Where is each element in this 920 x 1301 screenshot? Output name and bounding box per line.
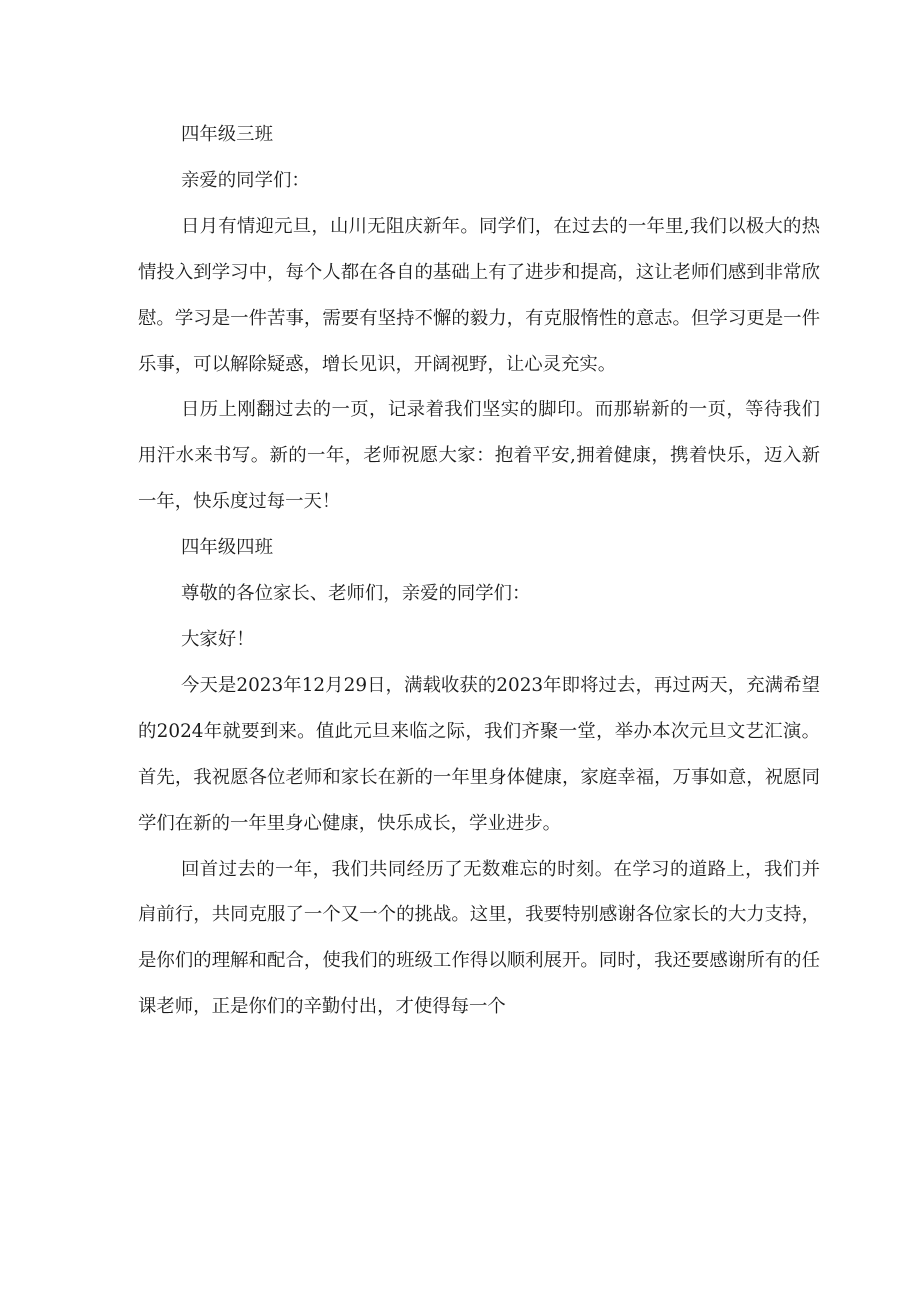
paragraph-calendar-wishes: 日历上刚翻过去的一页，记录着我们坚实的脚印。而那崭新的一页，等待我们用汗水来书写。新的一年，老师祝愿大家：抱着平安,拥着健康，携着快乐，迈入新一年，快乐度过每一天！ xyxy=(138,399,820,513)
salutation-parents-teachers: 尊敬的各位家长、老师们，亲爱的同学们： xyxy=(181,583,531,605)
paragraph-new-year-greeting: 日月有情迎元旦，山川无阻庆新年。同学们，在过去的一年里,我们以极大的热情投入到学习中，每个人都在各自的基础上有了进步和提高，这让老师们感到非常欣慰。学习是一件苦事，需要有坚持不懈的毅力，有克服惰性的意志。但学习更是一件乐事，可以解除疑惑，增长见识，开阔视野，让心灵充实。 xyxy=(138,215,820,375)
paragraph-looking-back: 回首过去的一年，我们共同经历了无数难忘的时刻。在学习的道路上，我们并肩前行，共同克服了一个又一个的挑战。这里，我要特别感谢各位家长的大力支持，是你们的理解和配合，使我们的班级工作得以顺利展开。同时，我还要感谢所有的任课老师，正是你们的辛勤付出，才使得每一个 xyxy=(138,858,820,1018)
greeting-hello: 大家好！ xyxy=(181,628,255,650)
class-heading-grade4-class3: 四年级三班 xyxy=(181,124,273,145)
paragraph-performance-opening: 今天是2023年12月29日，满载收获的2023年即将过去，再过两天，充满希望的2024年就要到来。值此元旦来临之际，我们齐聚一堂，举办本次元旦文艺汇演。首先，我祝愿各位老师和家长在新的一年里身体健康，家庭幸福，万事如意，祝愿同学们在新的一年里身心健康，快乐成长，学业进步。 xyxy=(138,674,820,834)
salutation-students: 亲爱的同学们： xyxy=(181,169,310,191)
class-heading-grade4-class4: 四年级四班 xyxy=(181,537,273,559)
document-body xyxy=(138,112,820,1030)
